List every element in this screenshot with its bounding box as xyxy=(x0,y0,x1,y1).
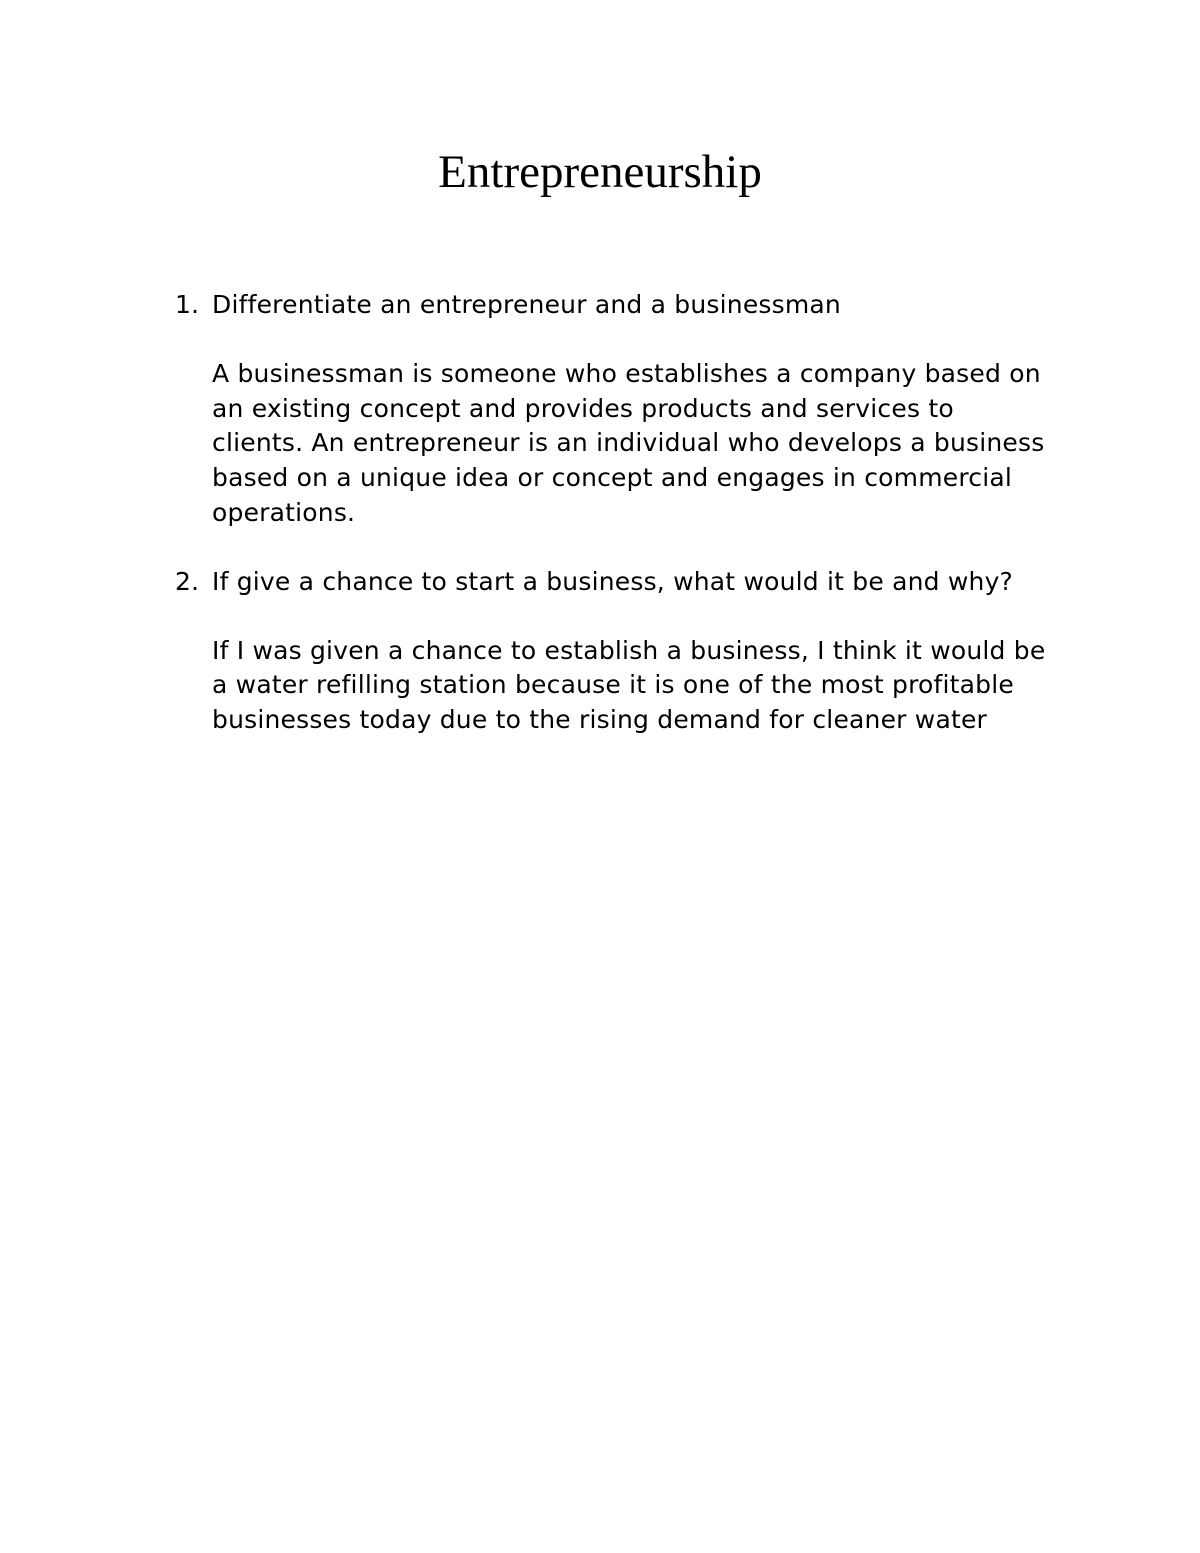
question-number: 2. xyxy=(175,566,200,596)
question-item-1 xyxy=(175,288,1052,531)
document-title: Entrepreneurship xyxy=(438,146,762,198)
question-list xyxy=(175,288,1052,772)
question-number: 1. xyxy=(175,290,200,319)
question-item-2 xyxy=(175,565,1052,738)
question-text: If give a chance to start a business, what would it be and why? xyxy=(212,566,1014,596)
answer-text: If I was given a chance to establish a business, I think it would be a water refilling station because it is one of the most profitable businesses today due to the rising demand for cleaner water xyxy=(212,635,1046,735)
question-text: Differentiate an entrepreneur and a businessman xyxy=(212,290,841,319)
answer-text: A businessman is someone who establishes a company based on an existing concept and provides products and services to clients. An entrepreneur is an individual who develops a business based on a unique idea or concept and engages in commercial operations. xyxy=(212,358,1045,527)
